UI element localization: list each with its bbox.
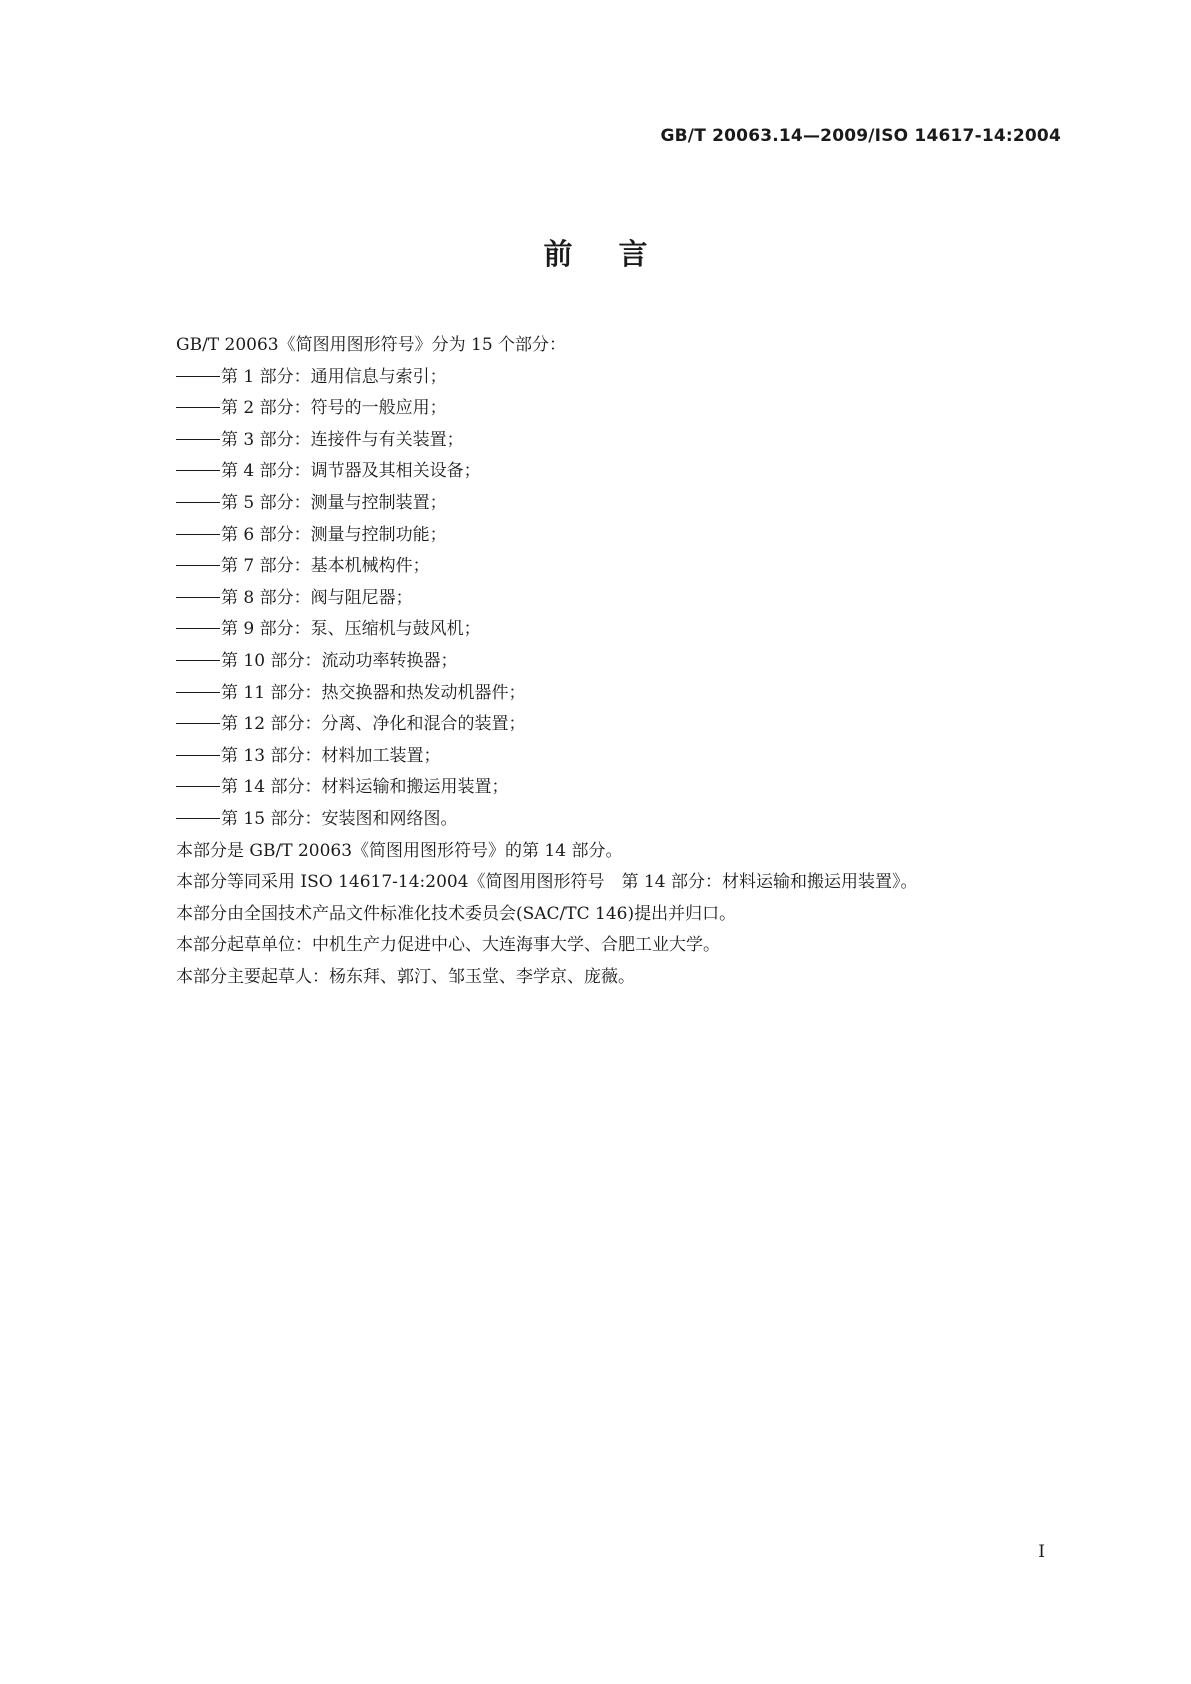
- paragraph: 本部分起草单位：中机生产力促进中心、大连海事大学、合肥工业大学。: [176, 935, 720, 956]
- paragraph: 本部分由全国技术产品文件标准化技术委员会(SAC/TC 146)提出并归口。: [176, 903, 737, 924]
- dash-mark: [176, 818, 220, 819]
- dash-mark: [176, 660, 220, 661]
- paragraph: 本部分是 GB/T 20063《简图用图形符号》的第 14 部分。: [176, 840, 623, 861]
- list-item: [176, 709, 1056, 741]
- list-item: [176, 551, 1056, 583]
- list-item-text: 第 4 部分：调节器及其相关设备；: [221, 461, 481, 482]
- list-item-text: 第 8 部分：阀与阻尼器；: [221, 587, 413, 608]
- paragraph: 本部分主要起草人：杨东拜、郭汀、邹玉堂、李学京、庞薇。: [176, 966, 635, 987]
- dash-mark: [176, 565, 220, 566]
- list-item-text: 第 3 部分：连接件与有关装置；: [221, 429, 464, 450]
- list-item-text: 第 14 部分：材料运输和搬运用装置；: [221, 777, 509, 798]
- dash-mark: [176, 755, 220, 756]
- list-item: [176, 456, 1056, 488]
- list-item: [176, 425, 1056, 457]
- dash-mark: [176, 786, 220, 787]
- dash-mark: [176, 534, 220, 535]
- standard-number-header: GB/T 20063.14—2009/ISO 14617-14:2004: [660, 126, 1061, 146]
- dash-mark: [176, 439, 220, 440]
- dash-mark: [176, 502, 220, 503]
- dash-mark: [176, 470, 220, 471]
- list-item-text: 第 11 部分：热交换器和热发动机器件；: [221, 682, 526, 703]
- list-item-text: 第 10 部分：流动功率转换器；: [221, 650, 458, 671]
- list-item: [176, 362, 1056, 394]
- list-item-text: 第 12 部分：分离、净化和混合的装置；: [221, 714, 526, 735]
- list-item-text: 第 15 部分：安装图和网络图。: [221, 808, 458, 829]
- list-item-text: 第 9 部分：泵、压缩机与鼓风机；: [221, 619, 481, 640]
- dash-mark: [176, 407, 220, 408]
- list-item: [176, 393, 1056, 425]
- list-item-text: 第 2 部分：符号的一般应用；: [221, 398, 447, 419]
- list-item-text: 第 7 部分：基本机械构件；: [221, 556, 430, 577]
- list-item: [176, 804, 1056, 836]
- dash-mark: [176, 692, 220, 693]
- page-number: I: [1038, 1542, 1045, 1562]
- dash-mark: [176, 628, 220, 629]
- page-title: 前言: [543, 237, 694, 271]
- list-item: [176, 772, 1056, 804]
- list-item: [176, 583, 1056, 615]
- dash-mark: [176, 723, 220, 724]
- list-item-text: 第 5 部分：测量与控制装置；: [221, 492, 447, 513]
- intro-text: GB/T 20063《简图用图形符号》分为 15 个部分：: [176, 335, 567, 355]
- list-item: [176, 741, 1056, 773]
- dash-mark: [176, 597, 220, 598]
- list-item: [176, 488, 1056, 520]
- list-item-text: 第 6 部分：测量与控制功能；: [221, 524, 447, 545]
- list-item: [176, 646, 1056, 678]
- list-item: [176, 614, 1056, 646]
- foreword-content: [176, 330, 1056, 993]
- list-item: [176, 678, 1056, 710]
- list-item-text: 第 13 部分：材料加工装置；: [221, 745, 441, 766]
- paragraph: 本部分等同采用 ISO 14617-14:2004《简图用图形符号 第 14 部分：材料运输和搬运用装置》。: [176, 872, 918, 893]
- dash-mark: [176, 376, 220, 377]
- list-item-text: 第 1 部分：通用信息与索引；: [221, 366, 447, 387]
- list-item: [176, 520, 1056, 552]
